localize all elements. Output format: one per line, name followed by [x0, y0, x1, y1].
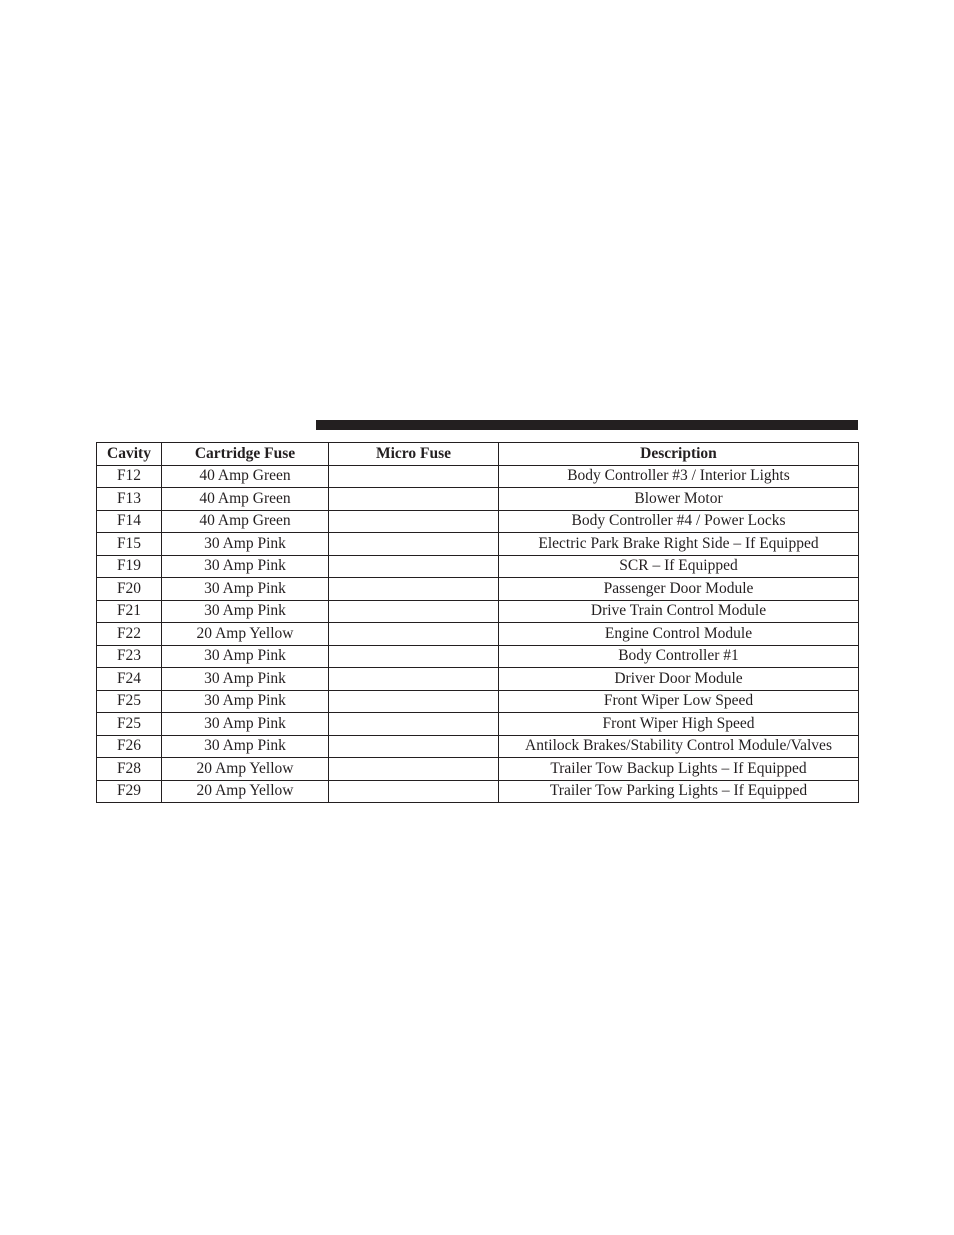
micro-fuse-cell [329, 690, 499, 713]
description-cell: Trailer Tow Parking Lights – If Equipped [499, 780, 859, 803]
header-cavity: Cavity [97, 443, 162, 466]
description-cell: Front Wiper High Speed [499, 713, 859, 736]
description-cell: Blower Motor [499, 488, 859, 511]
table-row [97, 510, 859, 533]
table-row [97, 623, 859, 646]
cavity-cell: F25 [97, 713, 162, 736]
cavity-cell: F19 [97, 555, 162, 578]
table-body [97, 465, 859, 803]
cavity-cell: F28 [97, 758, 162, 781]
table-row [97, 758, 859, 781]
cartridge-fuse-cell: 30 Amp Pink [162, 600, 329, 623]
header-micro-fuse: Micro Fuse [329, 443, 499, 466]
description-cell: Body Controller #1 [499, 645, 859, 668]
cavity-cell: F29 [97, 780, 162, 803]
header-description: Description [499, 443, 859, 466]
micro-fuse-cell [329, 488, 499, 511]
table-row [97, 668, 859, 691]
table-row [97, 533, 859, 556]
fuse-table [96, 442, 859, 803]
micro-fuse-cell [329, 623, 499, 646]
description-cell: Drive Train Control Module [499, 600, 859, 623]
description-cell: SCR – If Equipped [499, 555, 859, 578]
micro-fuse-cell [329, 533, 499, 556]
micro-fuse-cell [329, 735, 499, 758]
cavity-cell: F14 [97, 510, 162, 533]
cavity-cell: F22 [97, 623, 162, 646]
description-cell: Antilock Brakes/Stability Control Module/Valves [499, 735, 859, 758]
table-row [97, 488, 859, 511]
cartridge-fuse-cell: 30 Amp Pink [162, 668, 329, 691]
micro-fuse-cell [329, 510, 499, 533]
micro-fuse-cell [329, 713, 499, 736]
cavity-cell: F25 [97, 690, 162, 713]
cartridge-fuse-cell: 20 Amp Yellow [162, 758, 329, 781]
cartridge-fuse-cell: 30 Amp Pink [162, 713, 329, 736]
cartridge-fuse-cell: 30 Amp Pink [162, 645, 329, 668]
section-header-bar [316, 420, 858, 430]
cartridge-fuse-cell: 40 Amp Green [162, 488, 329, 511]
cavity-cell: F24 [97, 668, 162, 691]
description-cell: Engine Control Module [499, 623, 859, 646]
cartridge-fuse-cell: 30 Amp Pink [162, 533, 329, 556]
table-header-row [97, 443, 859, 466]
table-row [97, 690, 859, 713]
cartridge-fuse-cell: 30 Amp Pink [162, 735, 329, 758]
table-row [97, 645, 859, 668]
table-row [97, 713, 859, 736]
cavity-cell: F26 [97, 735, 162, 758]
description-cell: Body Controller #4 / Power Locks [499, 510, 859, 533]
description-cell: Driver Door Module [499, 668, 859, 691]
table-row [97, 555, 859, 578]
micro-fuse-cell [329, 780, 499, 803]
micro-fuse-cell [329, 578, 499, 601]
description-cell: Electric Park Brake Right Side – If Equipped [499, 533, 859, 556]
cavity-cell: F23 [97, 645, 162, 668]
table-row [97, 465, 859, 488]
cavity-cell: F20 [97, 578, 162, 601]
cartridge-fuse-cell: 30 Amp Pink [162, 578, 329, 601]
cavity-cell: F15 [97, 533, 162, 556]
cartridge-fuse-cell: 20 Amp Yellow [162, 780, 329, 803]
micro-fuse-cell [329, 758, 499, 781]
description-cell: Trailer Tow Backup Lights – If Equipped [499, 758, 859, 781]
cartridge-fuse-cell: 40 Amp Green [162, 465, 329, 488]
cavity-cell: F12 [97, 465, 162, 488]
cavity-cell: F21 [97, 600, 162, 623]
description-cell: Front Wiper Low Speed [499, 690, 859, 713]
micro-fuse-cell [329, 465, 499, 488]
table-row [97, 600, 859, 623]
cavity-cell: F13 [97, 488, 162, 511]
table-row [97, 735, 859, 758]
cartridge-fuse-cell: 20 Amp Yellow [162, 623, 329, 646]
description-cell: Body Controller #3 / Interior Lights [499, 465, 859, 488]
cartridge-fuse-cell: 30 Amp Pink [162, 555, 329, 578]
table-header [97, 443, 859, 466]
table-row [97, 780, 859, 803]
cartridge-fuse-cell: 40 Amp Green [162, 510, 329, 533]
header-cartridge-fuse: Cartridge Fuse [162, 443, 329, 466]
micro-fuse-cell [329, 600, 499, 623]
micro-fuse-cell [329, 645, 499, 668]
micro-fuse-cell [329, 555, 499, 578]
micro-fuse-cell [329, 668, 499, 691]
description-cell: Passenger Door Module [499, 578, 859, 601]
cartridge-fuse-cell: 30 Amp Pink [162, 690, 329, 713]
table-row [97, 578, 859, 601]
